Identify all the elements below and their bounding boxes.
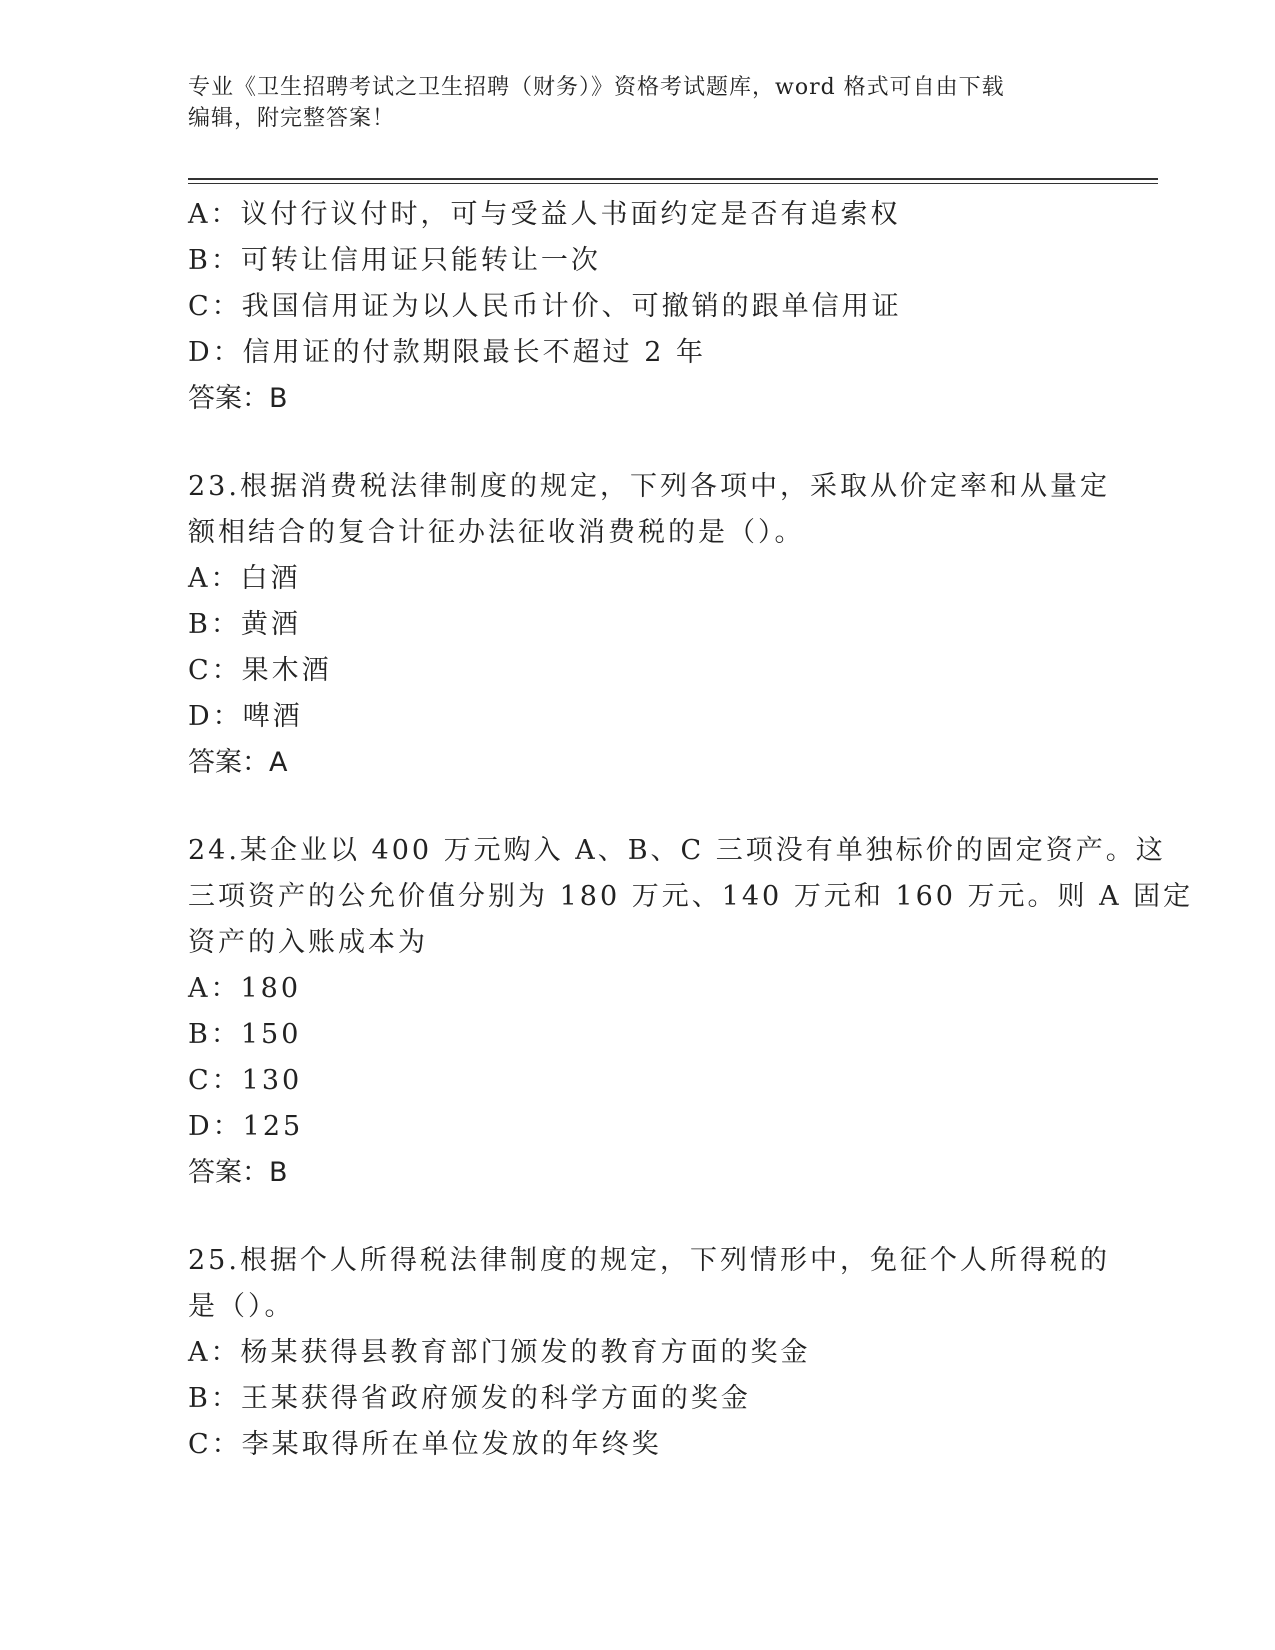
option-d: D：啤酒 <box>188 701 303 732</box>
question-23 <box>188 464 1110 786</box>
question-stem-line: 24.某企业以 400 万元购入 A、B、C 三项没有单独标价的固定资产。这 <box>188 835 1166 866</box>
option-c: C：130 <box>188 1065 303 1096</box>
answer: 答案：B <box>188 1157 288 1188</box>
header-rule-thick <box>188 178 1158 180</box>
question-stem-line: 额相结合的复合计征办法征收消费税的是（）。 <box>188 517 805 548</box>
question-list <box>188 192 1194 1468</box>
option-b: B：可转让信用证只能转让一次 <box>188 245 601 276</box>
option-a: A：议付行议付时，可与受益人书面约定是否有追索权 <box>188 199 901 230</box>
question-stem-line: 三项资产的公允价值分别为 180 万元、140 万元和 160 万元。则 A 固定 <box>188 881 1194 912</box>
header-rule-thin <box>188 183 1158 184</box>
question-stem-line: 是（）。 <box>188 1291 295 1322</box>
option-b: B：150 <box>188 1019 302 1050</box>
option-b: B：王某获得省政府颁发的科学方面的奖金 <box>188 1383 751 1414</box>
question-24 <box>188 828 1194 1196</box>
answer: 答案：A <box>188 747 288 778</box>
option-a: A：白酒 <box>188 563 301 594</box>
option-d: D：信用证的付款期限最长不超过 2 年 <box>188 337 706 368</box>
answer: 答案：B <box>188 383 288 414</box>
question-22 <box>188 192 1088 422</box>
option-a: A：180 <box>188 973 302 1004</box>
header-line-2: 编辑，附完整答案！ <box>188 106 396 131</box>
question-stem-line: 资产的入账成本为 <box>188 927 428 958</box>
question-stem-line: 25.根据个人所得税法律制度的规定，下列情形中，免征个人所得税的 <box>188 1245 1110 1276</box>
option-a: A：杨某获得县教育部门颁发的教育方面的奖金 <box>188 1337 811 1368</box>
option-d: D：125 <box>188 1111 304 1142</box>
option-c: C：我国信用证为以人民币计价、可撤销的跟单信用证 <box>188 291 902 322</box>
question-25 <box>188 1238 1110 1468</box>
header-line-1: 专业《卫生招聘考试之卫生招聘（财务）》资格考试题库，word 格式可自由下载 <box>188 75 1005 100</box>
option-c: C：李某取得所在单位发放的年终奖 <box>188 1429 662 1460</box>
option-c: C：果木酒 <box>188 655 332 686</box>
question-stem-line: 23.根据消费税法律制度的规定，下列各项中，采取从价定率和从量定 <box>188 471 1110 502</box>
option-b: B：黄酒 <box>188 609 301 640</box>
document-header <box>188 72 1088 134</box>
